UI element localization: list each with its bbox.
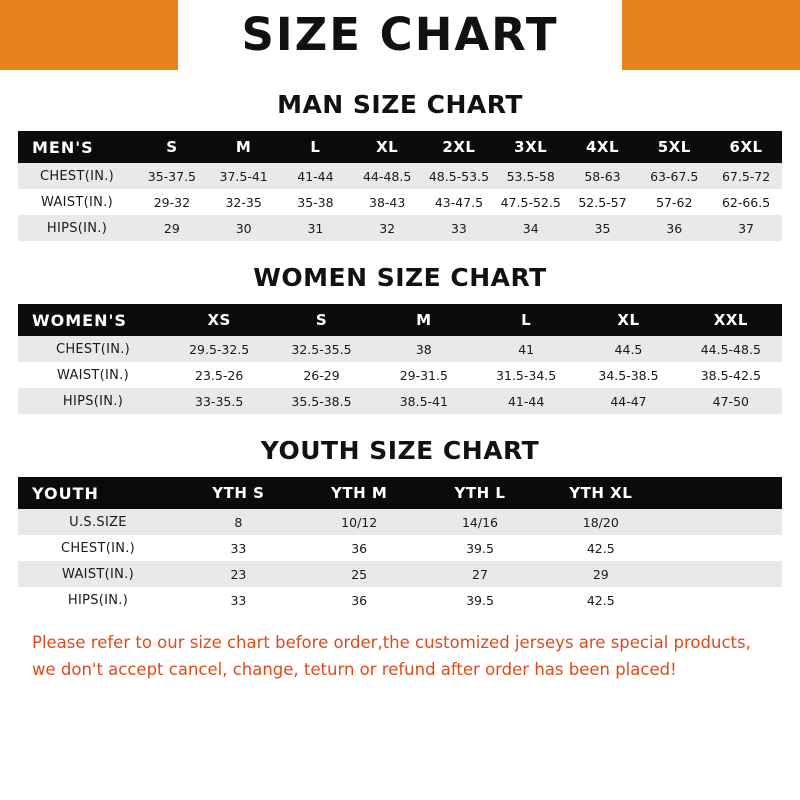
cell: 35.5-38.5 — [270, 388, 372, 414]
col-header: L — [280, 131, 352, 163]
col-header: XS — [168, 304, 270, 336]
cell: 27 — [420, 561, 541, 587]
cell: 23.5-26 — [168, 362, 270, 388]
col-header: XXL — [680, 304, 782, 336]
cell: 36 — [299, 535, 420, 561]
cell: 57-62 — [638, 189, 710, 215]
cell: 67.5-72 — [710, 163, 782, 189]
cell: 29 — [136, 215, 208, 241]
table-row — [18, 509, 782, 535]
cell: 29.5-32.5 — [168, 336, 270, 362]
cell — [661, 587, 782, 613]
cell: 42.5 — [540, 535, 661, 561]
cell: 23 — [178, 561, 299, 587]
table-row — [18, 336, 782, 362]
cell: 43-47.5 — [423, 189, 495, 215]
footer-note — [32, 629, 768, 683]
col-header: XL — [577, 304, 679, 336]
cell: 38 — [373, 336, 475, 362]
col-header: WOMEN'S — [18, 304, 168, 336]
cell: 34 — [495, 215, 567, 241]
cell: 18/20 — [540, 509, 661, 535]
women-size-table — [18, 304, 782, 414]
col-header: YTH XL — [540, 477, 661, 509]
row-header: HIPS(IN.) — [18, 388, 168, 414]
cell: 37.5-41 — [208, 163, 280, 189]
cell — [661, 561, 782, 587]
cell: 37 — [710, 215, 782, 241]
cell: 48.5-53.5 — [423, 163, 495, 189]
table-header-row — [18, 131, 782, 163]
cell: 35-38 — [280, 189, 352, 215]
cell: 52.5-57 — [567, 189, 639, 215]
cell: 44-47 — [577, 388, 679, 414]
table-row — [18, 215, 782, 241]
cell: 29-31.5 — [373, 362, 475, 388]
cell: 32.5-35.5 — [270, 336, 372, 362]
cell: 36 — [299, 587, 420, 613]
cell: 35 — [567, 215, 639, 241]
cell: 39.5 — [420, 535, 541, 561]
cell: 63-67.5 — [638, 163, 710, 189]
table-header-row — [18, 304, 782, 336]
col-header: 6XL — [710, 131, 782, 163]
section-title-man: MAN SIZE CHART — [277, 90, 523, 119]
section-title-youth: YOUTH SIZE CHART — [260, 436, 540, 465]
cell: 38-43 — [351, 189, 423, 215]
footer-note-line-1: Please refer to our size chart before order,the customized jerseys are special products, — [32, 633, 751, 652]
col-header: XL — [351, 131, 423, 163]
cell: 31 — [280, 215, 352, 241]
cell: 29 — [540, 561, 661, 587]
col-header: 5XL — [638, 131, 710, 163]
cell: 38.5-42.5 — [680, 362, 782, 388]
table-row — [18, 388, 782, 414]
row-header: CHEST(IN.) — [18, 163, 136, 189]
cell: 8 — [178, 509, 299, 535]
cell — [661, 509, 782, 535]
cell: 33 — [423, 215, 495, 241]
col-header — [661, 477, 782, 509]
youth-size-table — [18, 477, 782, 613]
row-header: U.S.SIZE — [18, 509, 178, 535]
cell: 41-44 — [475, 388, 577, 414]
col-header: YTH M — [299, 477, 420, 509]
col-header: 2XL — [423, 131, 495, 163]
col-header: M — [373, 304, 475, 336]
table-row — [18, 163, 782, 189]
col-header: 4XL — [567, 131, 639, 163]
banner — [0, 0, 800, 70]
row-header: CHEST(IN.) — [18, 535, 178, 561]
cell: 30 — [208, 215, 280, 241]
cell: 41 — [475, 336, 577, 362]
row-header: HIPS(IN.) — [18, 587, 178, 613]
cell: 47-50 — [680, 388, 782, 414]
content — [0, 90, 800, 683]
cell: 47.5-52.5 — [495, 189, 567, 215]
cell: 38.5-41 — [373, 388, 475, 414]
row-header: WAIST(IN.) — [18, 189, 136, 215]
col-header: MEN'S — [18, 131, 136, 163]
cell: 39.5 — [420, 587, 541, 613]
row-header: WAIST(IN.) — [18, 561, 178, 587]
cell: 26-29 — [270, 362, 372, 388]
cell: 14/16 — [420, 509, 541, 535]
cell: 33 — [178, 587, 299, 613]
footer-note-line-2: we don't accept cancel, change, teturn or refund after order has been placed! — [32, 660, 677, 679]
col-header: YOUTH — [18, 477, 178, 509]
cell: 32-35 — [208, 189, 280, 215]
col-header: YTH S — [178, 477, 299, 509]
col-header: S — [270, 304, 372, 336]
cell: 44.5-48.5 — [680, 336, 782, 362]
cell: 33 — [178, 535, 299, 561]
cell: 58-63 — [567, 163, 639, 189]
row-header: HIPS(IN.) — [18, 215, 136, 241]
row-header: WAIST(IN.) — [18, 362, 168, 388]
cell: 53.5-58 — [495, 163, 567, 189]
cell: 29-32 — [136, 189, 208, 215]
cell: 31.5-34.5 — [475, 362, 577, 388]
col-header: L — [475, 304, 577, 336]
cell: 35-37.5 — [136, 163, 208, 189]
cell: 44-48.5 — [351, 163, 423, 189]
cell: 36 — [638, 215, 710, 241]
col-header: 3XL — [495, 131, 567, 163]
cell: 25 — [299, 561, 420, 587]
cell: 32 — [351, 215, 423, 241]
cell: 34.5-38.5 — [577, 362, 679, 388]
section-title-women: WOMEN SIZE CHART — [253, 263, 547, 292]
cell: 41-44 — [280, 163, 352, 189]
table-row — [18, 561, 782, 587]
col-header: S — [136, 131, 208, 163]
table-row — [18, 535, 782, 561]
cell: 62-66.5 — [710, 189, 782, 215]
row-header: CHEST(IN.) — [18, 336, 168, 362]
table-row — [18, 362, 782, 388]
page-title: SIZE CHART — [241, 8, 559, 61]
cell: 44.5 — [577, 336, 679, 362]
table-header-row — [18, 477, 782, 509]
man-size-table — [18, 131, 782, 241]
table-row — [18, 189, 782, 215]
cell: 42.5 — [540, 587, 661, 613]
table-row — [18, 587, 782, 613]
cell: 33-35.5 — [168, 388, 270, 414]
col-header: M — [208, 131, 280, 163]
cell — [661, 535, 782, 561]
cell: 10/12 — [299, 509, 420, 535]
col-header: YTH L — [420, 477, 541, 509]
